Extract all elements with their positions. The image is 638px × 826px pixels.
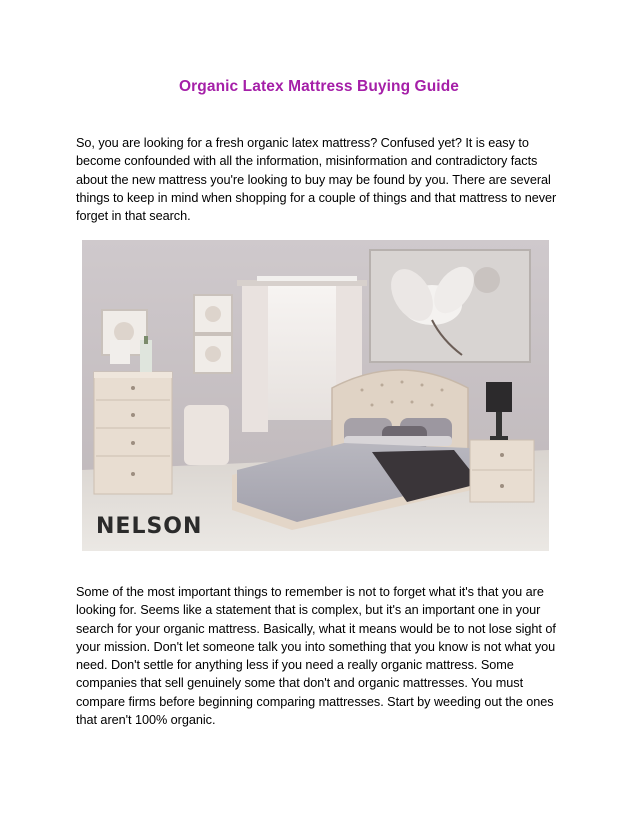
bedroom-photo bbox=[82, 240, 549, 551]
document-title: Organic Latex Mattress Buying Guide bbox=[179, 78, 459, 95]
brand-watermark: NELSON bbox=[96, 514, 203, 539]
paragraph-body: Some of the most important things to remember is not to forget what it's that you are looking for. Seems like a statement that is complex, but it's an important one in your search for your organic mattress. Basically, what it means would be to not lose sight of your mission. Don't let someone talk you into something that you know is not what you need. Don't settle for anything less if you need a really organic mattress. Some companies that sell genuinely some that don't and organic mattresses. You must compare firms before beginning comparing mattresses. Start by weeding out the ones that aren't 100% organic. bbox=[76, 585, 556, 728]
paragraph-intro: So, you are looking for a fresh organic latex mattress? Confused yet? It is easy to become confounded with all the information, misinformation and contradictory facts about the new mattress you're looking to buy may be found by you. There are several things to keep in mind when shopping for a couple of things and that mattress to never forget in that search. bbox=[76, 136, 557, 224]
bedroom-illustration bbox=[82, 240, 549, 551]
